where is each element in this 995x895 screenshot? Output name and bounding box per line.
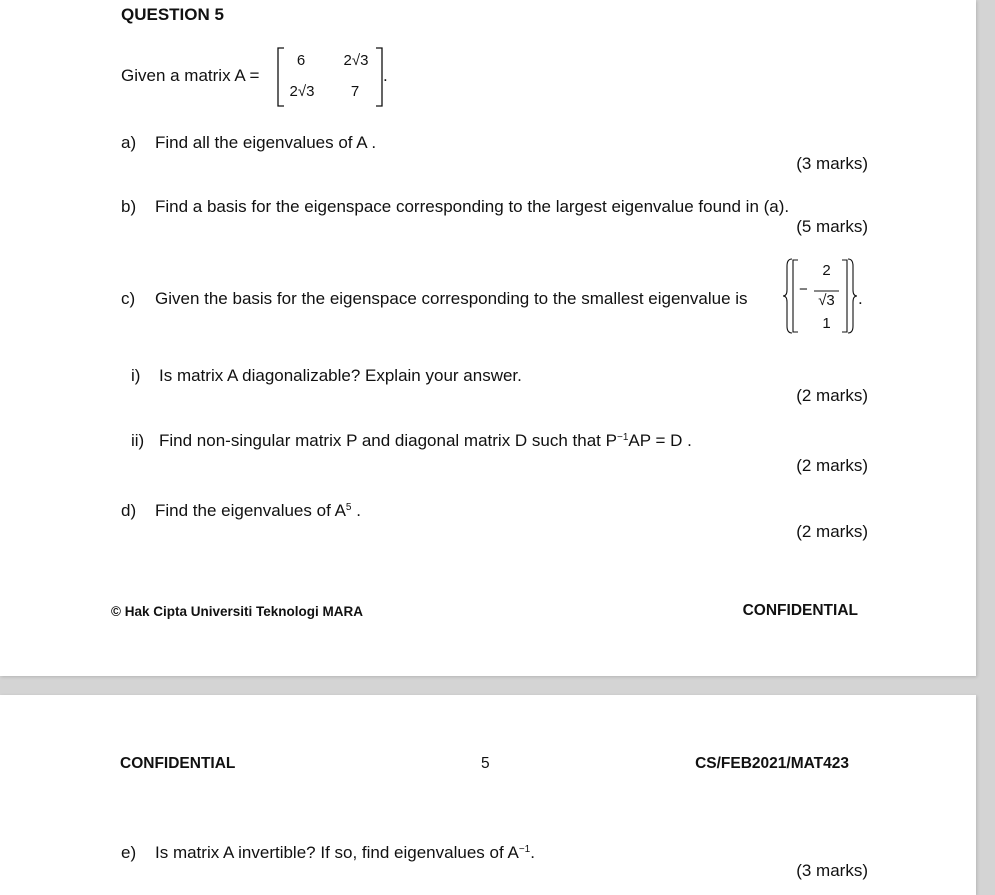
footer-confidential: CONFIDENTIAL (742, 602, 858, 619)
part-b-label: b) (121, 197, 137, 216)
basis-vector (782, 256, 862, 336)
part-d-superscript: 5 (345, 502, 352, 513)
intro-suffix: . (383, 66, 388, 85)
part-c-ii-label: ii) (131, 431, 145, 450)
part-c-label: c) (121, 289, 136, 308)
part-c-text: Given the basis for the eigenspace corresponding to the smallest eigenvalue is (155, 289, 748, 308)
part-d-text (155, 501, 361, 521)
vector-numerator: 2 (822, 262, 831, 279)
question-intro (121, 66, 259, 86)
matrix-cell-r2c2: 7 (350, 83, 360, 100)
part-e-text (155, 843, 535, 863)
part-e-superscript: −1 (518, 844, 531, 855)
part-c-i-text: Is matrix A diagonalizable? Explain your answer. (159, 366, 522, 385)
matrix-cell-r1c1: 6 (296, 52, 306, 69)
part-d-text-after: . (356, 501, 361, 520)
part-a-marks: (3 marks) (796, 154, 868, 173)
part-b-marks: (5 marks) (796, 217, 868, 236)
part-c-ii-text-after: AP = D . (628, 431, 692, 450)
part-e-marks: (3 marks) (796, 861, 868, 880)
part-c-suffix: . (858, 289, 863, 308)
matrix-cell-r1c2: 2√3 (343, 52, 369, 69)
part-c-i-label: i) (131, 366, 141, 385)
vector-bottom: 1 (822, 315, 831, 332)
page2-course-code: CS/FEB2021/MAT423 (695, 755, 849, 772)
part-c-i-marks: (2 marks) (796, 386, 868, 405)
intro-prefix: Given a matrix (121, 66, 231, 85)
part-e-text-after: . (530, 843, 535, 862)
question-title: QUESTION 5 (121, 5, 224, 24)
part-a-label: a) (121, 133, 137, 152)
part-d-text-before: Find the eigenvalues of A (155, 501, 346, 520)
vector-denominator: √3 (818, 292, 835, 309)
part-a-text: Find all the eigenvalues of A . (155, 133, 377, 152)
page2-header-confidential: CONFIDENTIAL (120, 755, 236, 772)
part-d-marks: (2 marks) (796, 522, 868, 541)
part-c-ii-text-before: Find non-singular matrix P and diagonal matrix D such that P (159, 431, 617, 450)
page2-page-number: 5 (481, 755, 490, 772)
document-page-2 (0, 695, 976, 895)
matrix-variable: A = (234, 66, 260, 85)
part-c-ii-superscript: −1 (616, 432, 629, 443)
part-d-label: d) (121, 501, 137, 520)
part-c-ii-marks: (2 marks) (796, 456, 868, 475)
footer-copyright: © Hak Cipta Universiti Teknologi MARA (111, 604, 363, 619)
part-c-ii-text (159, 431, 692, 451)
part-e-label: e) (121, 843, 137, 862)
part-e-text-before: Is matrix A invertible? If so, find eigenvalues of A (155, 843, 519, 862)
part-b-text: Find a basis for the eigenspace corresponding to the largest eigenvalue found in (a). (155, 197, 790, 216)
vector-sign: − (799, 281, 808, 298)
matrix-a (276, 46, 386, 108)
matrix-cell-r2c1: 2√3 (289, 83, 315, 100)
